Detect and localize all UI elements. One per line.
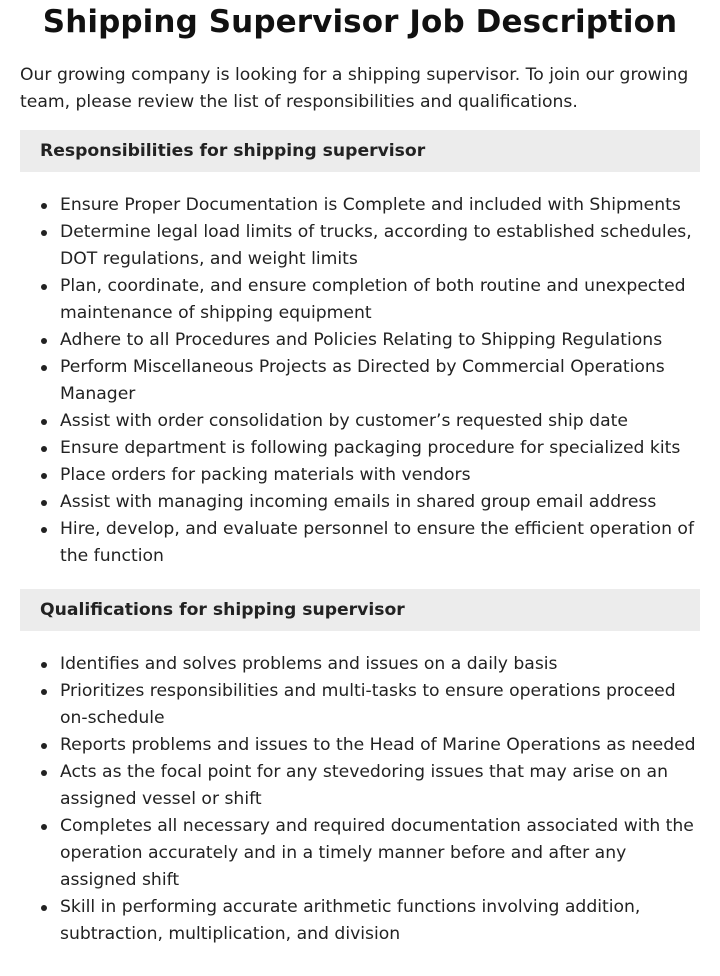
list-item [20,273,700,327]
bullet-icon [41,473,47,479]
page-title: Shipping Supervisor Job Description [42,4,678,40]
list-item-text: Place orders for packing materials with vendors [60,465,471,485]
responsibilities-heading: Responsibilities for shipping supervisor [20,130,700,172]
list-item [20,678,700,732]
list-item-text: Ensure department is following packaging procedure for specialized kits [60,438,681,458]
list-item-text: Completes all necessary and required documentation associated with the operation accurately and in a timely manner before and after any assigned shift [60,816,694,890]
qualifications-list [20,651,700,948]
bullet-icon [41,365,47,371]
list-item-text: Prioritizes responsibilities and multi-tasks to ensure operations proceed on-schedule [60,681,676,728]
list-item [20,894,700,948]
list-item-text: Acts as the focal point for any stevedoring issues that may arise on an assigned vessel or shift [60,762,668,809]
bullet-icon [41,446,47,452]
bullet-icon [41,824,47,830]
bullet-icon [41,689,47,695]
bullet-icon [41,284,47,290]
bullet-icon [41,662,47,668]
list-item [20,813,700,894]
qualifications-heading: Qualifications for shipping supervisor [20,589,700,631]
list-item-text: Perform Miscellaneous Projects as Directed by Commercial Operations Manager [60,357,665,404]
list-item [20,219,700,273]
bullet-icon [41,338,47,344]
bullet-icon [41,230,47,236]
list-item [20,435,700,462]
list-item [20,192,700,219]
list-item-text: Skill in performing accurate arithmetic functions involving addition, subtraction, multiplication, and division [60,897,641,944]
list-item [20,408,700,435]
list-item [20,732,700,759]
list-item-text: Hire, develop, and evaluate personnel to ensure the efficient operation of the function [60,519,694,566]
list-item-text: Reports problems and issues to the Head of Marine Operations as needed [60,735,696,755]
list-item [20,462,700,489]
bullet-icon [41,500,47,506]
list-item-text: Determine legal load limits of trucks, according to established schedules, DOT regulations, and weight limits [60,222,692,269]
list-item-text: Adhere to all Procedures and Policies Relating to Shipping Regulations [60,330,663,350]
list-item [20,516,700,570]
list-item [20,327,700,354]
list-item [20,489,700,516]
list-item [20,651,700,678]
bullet-icon [41,419,47,425]
list-item-text: Assist with order consolidation by customer’s requested ship date [60,411,628,431]
list-item [20,354,700,408]
intro-paragraph: Our growing company is looking for a shipping supervisor. To join our growing team, please review the list of responsibilities and qualifications. [20,65,689,112]
responsibilities-list [20,192,700,570]
list-item-text: Plan, coordinate, and ensure completion of both routine and unexpected maintenance of shipping equipment [60,276,686,323]
bullet-icon [41,743,47,749]
bullet-icon [41,905,47,911]
bullet-icon [41,770,47,776]
list-item-text: Ensure Proper Documentation is Complete and included with Shipments [60,195,681,215]
list-item-text: Assist with managing incoming emails in shared group email address [60,492,657,512]
bullet-icon [41,203,47,209]
list-item-text: Identifies and solves problems and issues on a daily basis [60,654,558,674]
bullet-icon [41,527,47,533]
list-item [20,759,700,813]
